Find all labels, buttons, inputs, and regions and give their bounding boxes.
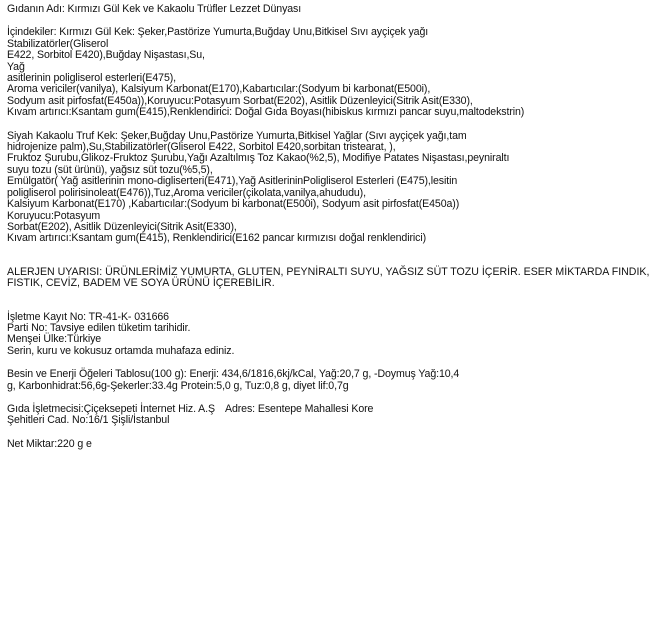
ingredients-line: Yağ [7, 60, 25, 73]
registration-number: İşletme Kayıt No: TR-41-K- 031666 [7, 310, 169, 323]
business-info [7, 404, 577, 427]
ingredients-line: suyu tozu (süt ürünü), yağsız süt tozu(%5,5), [7, 163, 213, 176]
product-name: Gıdanın Adı: Kırmızı Gül Kek ve Kakaolu Trüfler Lezzet Dünyası [7, 3, 302, 15]
spacer [7, 245, 577, 267]
country-of-origin: Menşei Ülke:Türkiye [7, 333, 102, 346]
ingredients-line: Kıvam artırıcı:Ksantam gum(E415),Renklendirici: Doğal Gıda Boyası(hibiskus kırmızı pancar suyu,maltodekstrin) [7, 106, 525, 119]
business-name: Gıda İşletmecisi:Çiçeksepeti İnternet Hiz. A.Ş [7, 402, 215, 415]
allergen-warning [7, 265, 649, 290]
ingredients-line: poligliserol polirisinoleat(E476)),Tuz,Aroma vericiler(çikolata,vanilya,ahududu), [7, 186, 366, 199]
ingredients-line: asitlerinin poligliserol esterleri(E475), [7, 72, 177, 85]
allergen-line: FISTIK, CEVİZ, BADEM VE SOYA ÜRÜNÜ İÇEREBİLİR. [7, 277, 275, 290]
batch-number: Parti No: Tavsiye edilen tüketim tarihidir. [7, 321, 191, 334]
ingredients-line: Emülgatör( Yağ asitlerinin mono-digliserteri(E471),Yağ AsitlerininPoligliserol Esterleri (E475),lesitin [7, 175, 458, 188]
ingredients-line: İçindekiler: Kırmızı Gül Kek: Şeker,Pastörize Yumurta,Buğday Unu,Bitkisel Sıvı ayçiçek yağı [7, 26, 429, 39]
ingredients-line: Stabilizatörler(Gliserol [7, 37, 109, 50]
ingredients-line: Sorbat(E202), Asitlik Düzenleyici(Sitrik Asit(E330), [7, 220, 237, 233]
label-document [7, 3, 649, 450]
net-weight: Net Miktar:220 g e [7, 437, 92, 450]
business-address: Adres: Esentepe Mahallesi Kore [225, 402, 374, 415]
spacer [7, 427, 577, 439]
ingredients-line: hidrojenize palm),Su,Stabilizatörler(Gliserol E422, Sorbitol E420,sorbitan tristearat, ), [7, 141, 396, 154]
registration-info [7, 312, 577, 358]
business-street: Şehitleri Cad. No:16/1 Şişli/İstanbul [7, 414, 170, 427]
nutrition-line: g, Karbonhidrat:56,6g-Şekerler:33.4g Protein:5,0 g, Tuz:0,8 g, diyet lif:0,7g [7, 379, 349, 392]
ingredients-line: Koruyucu:Potasyum [7, 209, 101, 222]
spacer [7, 119, 577, 131]
nutrition-facts [7, 369, 577, 392]
storage-instructions: Serin, kuru ve kokusuz ortamda muhafaza ediniz. [7, 344, 235, 357]
spacer [7, 290, 577, 312]
ingredients-cocoa-truffle-cake [7, 131, 577, 245]
ingredients-red-rose-cake [7, 27, 577, 118]
ingredients-line: Sodyum asit pirfosfat(E450a)),Koruyucu:Potasyum Sorbat(E202), Asitlik Düzenleyici(Sitrik Asit(E330), [7, 94, 473, 107]
allergen-line: ALERJEN UYARISI: ÜRÜNLERİMİZ YUMURTA, GLUTEN, PEYNİRALTI SUYU, YAĞSIZ SÜT TOZU İÇERİR. ESER MİKTARDA FINDIK, [7, 265, 649, 278]
nutrition-line: Besin ve Enerji Öğeleri Tablosu(100 g): Enerji: 434,6/1816,6kj/kCal, Yağ:20,7 g, -Doymuş Yağ:10,4 [7, 368, 460, 381]
ingredients-line: Fruktoz Şurubu,Glikoz-Fruktoz Şurubu,Yağı Azaltılmış Toz Kakao(%2,5), Modifiye Patates Nişastası,peyniraltı [7, 152, 510, 165]
ingredients-line: Siyah Kakaolu Truf Kek: Şeker,Buğday Unu,Pastörize Yumurta,Bitkisel Yağlar (Sıvı ayçiçek yağı,tam [7, 129, 467, 142]
ingredients-line: E422, Sorbitol E420),Buğday Nişastası,Su, [7, 49, 205, 62]
ingredients-line: Kalsiyum Karbonat(E170) ,Kabartıcılar:(Sodyum bi karbonat(E500i), Sodyum asit pirfosfat(E450a)) [7, 198, 460, 211]
ingredients-line: Kıvam artırıcı:Ksantam gum(E415), Renklendirici(E162 pancar kırmızısı doğal renklendirici) [7, 232, 427, 245]
ingredients-line: Aroma vericiler(vanilya), Kalsiyum Karbonat(E170),Kabartıcılar:(Sodyum bi karbonat(E500i), [7, 83, 431, 96]
